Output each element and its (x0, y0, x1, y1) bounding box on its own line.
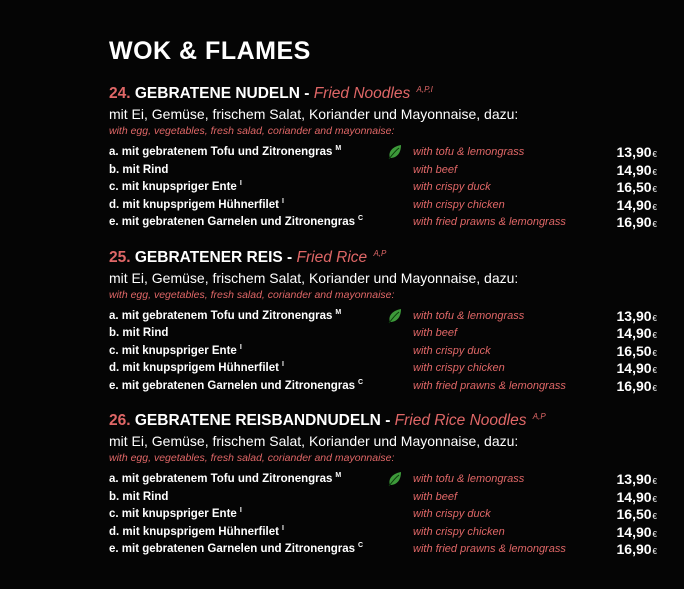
item-allergen: I (281, 361, 284, 369)
item-name-de (109, 163, 171, 176)
section-description-de: mit Ei, Gemüse, frischem Salat, Koriander und Mayonnaise, dazu: (109, 433, 519, 450)
item-name-de-text: b. mit Rind (109, 490, 169, 503)
item-allergen: C (358, 542, 364, 550)
menu-item (109, 214, 657, 232)
item-price (617, 541, 658, 557)
item-name-de-text: d. mit knupsprigem Hühnerfilet (109, 362, 279, 375)
menu-sections (109, 80, 657, 559)
item-currency: € (652, 512, 657, 522)
item-price-value: 16,90 (616, 541, 652, 558)
section-heading (109, 80, 657, 104)
item-allergen: I (281, 524, 284, 532)
item-price (617, 506, 658, 522)
menu-section (109, 407, 657, 559)
item-name-en: with beef (413, 327, 458, 340)
menu-item (109, 144, 657, 162)
section-allergens: A,P,I (416, 85, 433, 94)
section-description-de: mit Ei, Gemüse, frischem Salat, Koriander und Mayonnaise, dazu: (109, 106, 519, 123)
item-name-de (109, 472, 341, 485)
item-name-de (109, 525, 284, 538)
menu-item (109, 343, 657, 361)
item-price-value: 16,50 (616, 342, 652, 359)
item-name-de-text: e. mit gebratenen Garnelen und Zitronengras (109, 543, 356, 556)
menu-item (109, 471, 657, 489)
item-name-de (109, 490, 171, 503)
item-price-value: 14,90 (616, 325, 652, 342)
item-price (617, 524, 658, 540)
item-price-value: 14,90 (616, 161, 652, 178)
item-name-de (109, 542, 363, 555)
item-name-en: with crispy chicken (413, 362, 505, 375)
section-description-en: with egg, vegetables, fresh salad, coriander and mayonnaise: (109, 452, 395, 465)
item-name-en: with fried prawns & lemongrass (413, 216, 566, 229)
section-name-de: GEBRATENE REISBANDNUDELN (134, 412, 381, 430)
item-allergen: M (335, 145, 342, 153)
section-number: 25. (109, 248, 131, 266)
item-price-value: 14,90 (616, 196, 652, 213)
item-name-de-text: e. mit gebratenen Garnelen und Zitronengras (109, 215, 356, 228)
menu-item (109, 162, 657, 180)
item-price-value: 16,50 (616, 506, 652, 523)
item-currency: € (652, 348, 657, 358)
item-name-en: with tofu & lemongrass (413, 146, 525, 159)
section-heading (109, 244, 657, 268)
item-name-de-text: c. mit knupspriger Ente (109, 344, 237, 357)
section-items (109, 471, 657, 559)
item-price (617, 360, 658, 376)
section-name-de: GEBRATENER REIS (134, 248, 283, 266)
item-currency: € (652, 547, 657, 557)
menu-item (109, 360, 657, 378)
item-name-de-text: a. mit gebratenem Tofu und Zitronengras (109, 473, 333, 486)
item-price-value: 13,90 (616, 307, 652, 324)
item-name-de (109, 180, 242, 193)
item-price (617, 471, 658, 487)
item-price (617, 179, 658, 195)
item-price (617, 343, 658, 359)
item-name-de (109, 198, 284, 211)
item-currency: € (652, 150, 657, 160)
item-name-de (109, 379, 363, 392)
item-allergen: I (239, 343, 242, 351)
section-items (109, 144, 657, 232)
item-name-de-text: c. mit knupspriger Ente (109, 180, 237, 193)
section-name-en: Fried Rice Noodles (394, 412, 527, 430)
item-name-en: with fried prawns & lemongrass (413, 379, 566, 392)
item-name-en: with tofu & lemongrass (413, 473, 525, 486)
item-price (617, 214, 658, 230)
item-currency: € (652, 202, 657, 212)
item-currency: € (652, 494, 657, 504)
item-name-en: with crispy chicken (413, 525, 505, 538)
item-currency: € (652, 477, 657, 487)
item-price-value: 14,90 (616, 360, 652, 377)
item-price (617, 197, 658, 213)
item-price-value: 13,90 (616, 144, 652, 161)
item-allergen: C (358, 215, 364, 223)
section-number: 26. (109, 412, 131, 430)
item-currency: € (652, 167, 657, 177)
section-separator: - (304, 85, 314, 103)
item-name-de (109, 507, 242, 520)
item-name-de-text: c. mit knupspriger Ente (109, 508, 237, 521)
item-price (617, 308, 658, 324)
item-currency: € (652, 331, 657, 341)
item-name-de-text: a. mit gebratenem Tofu und Zitronengras (109, 309, 333, 322)
item-name-de-text: b. mit Rind (109, 163, 169, 176)
item-allergen: C (358, 378, 364, 386)
item-name-de (109, 309, 341, 322)
menu-item (109, 179, 657, 197)
section-heading (109, 407, 657, 431)
section-separator: - (287, 248, 297, 266)
item-name-de-text: a. mit gebratenem Tofu und Zitronengras (109, 145, 333, 158)
item-price-value: 14,90 (616, 523, 652, 540)
item-name-de-text: d. mit knupsprigem Hühnerfilet (109, 198, 279, 211)
section-description-en: with egg, vegetables, fresh salad, coriander and mayonnaise: (109, 125, 395, 138)
item-currency: € (652, 383, 657, 393)
menu-item (109, 325, 657, 343)
item-name-de-text: e. mit gebratenen Garnelen und Zitronengras (109, 379, 356, 392)
vegan-leaf-icon (387, 471, 403, 487)
item-allergen: M (335, 308, 342, 316)
item-price (617, 162, 658, 178)
menu-item (109, 524, 657, 542)
item-name-en: with tofu & lemongrass (413, 309, 525, 322)
item-price-value: 13,90 (616, 471, 652, 488)
item-name-en: with beef (413, 163, 458, 176)
menu-item (109, 197, 657, 215)
item-name-en: with crispy chicken (413, 198, 505, 211)
section-number: 24. (109, 85, 131, 103)
vegan-leaf-icon (387, 144, 403, 160)
item-name-en: with crispy duck (413, 181, 491, 194)
item-currency: € (652, 366, 657, 376)
menu-item (109, 308, 657, 326)
item-name-de (109, 326, 171, 339)
item-name-de (109, 145, 341, 158)
section-name-de: GEBRATENE NUDELN (134, 85, 300, 103)
item-name-de (109, 344, 242, 357)
section-separator: - (385, 412, 395, 430)
item-name-de (109, 215, 363, 228)
item-name-de (109, 361, 284, 374)
section-name-en: Fried Noodles (313, 85, 411, 103)
item-currency: € (652, 313, 657, 323)
item-allergen: I (239, 507, 242, 515)
item-allergen: M (335, 472, 342, 480)
item-price-value: 16,90 (616, 214, 652, 231)
section-description-de: mit Ei, Gemüse, frischem Salat, Koriander und Mayonnaise, dazu: (109, 269, 519, 286)
menu-section (109, 80, 657, 232)
item-price (617, 378, 658, 394)
item-price-value: 14,90 (616, 488, 652, 505)
item-price (617, 144, 658, 160)
menu-item (109, 489, 657, 507)
section-allergens: A,P (373, 248, 387, 258)
menu-item (109, 541, 657, 559)
item-price-value: 16,90 (616, 377, 652, 394)
section-items (109, 308, 657, 396)
item-currency: € (652, 220, 657, 230)
section-allergens: A,P (532, 412, 546, 422)
item-currency: € (652, 529, 657, 539)
menu-item (109, 506, 657, 524)
menu-title: WOK & FLAMES (109, 37, 311, 65)
vegan-leaf-icon (387, 308, 403, 324)
item-allergen: I (281, 197, 284, 205)
section-description-en: with egg, vegetables, fresh salad, coriander and mayonnaise: (109, 288, 395, 301)
section-name-en: Fried Rice (296, 248, 368, 266)
item-name-en: with crispy duck (413, 508, 491, 521)
menu-item (109, 378, 657, 396)
menu-section (109, 244, 657, 396)
item-name-en: with beef (413, 490, 458, 503)
menu-page (109, 36, 657, 571)
item-name-en: with crispy duck (413, 344, 491, 357)
item-allergen: I (239, 180, 242, 188)
item-price-value: 16,50 (616, 179, 652, 196)
item-name-de-text: d. mit knupsprigem Hühnerfilet (109, 525, 279, 538)
item-price (617, 489, 658, 505)
item-name-en: with fried prawns & lemongrass (413, 543, 566, 556)
item-name-de-text: b. mit Rind (109, 327, 169, 340)
item-price (617, 325, 658, 341)
item-currency: € (652, 185, 657, 195)
